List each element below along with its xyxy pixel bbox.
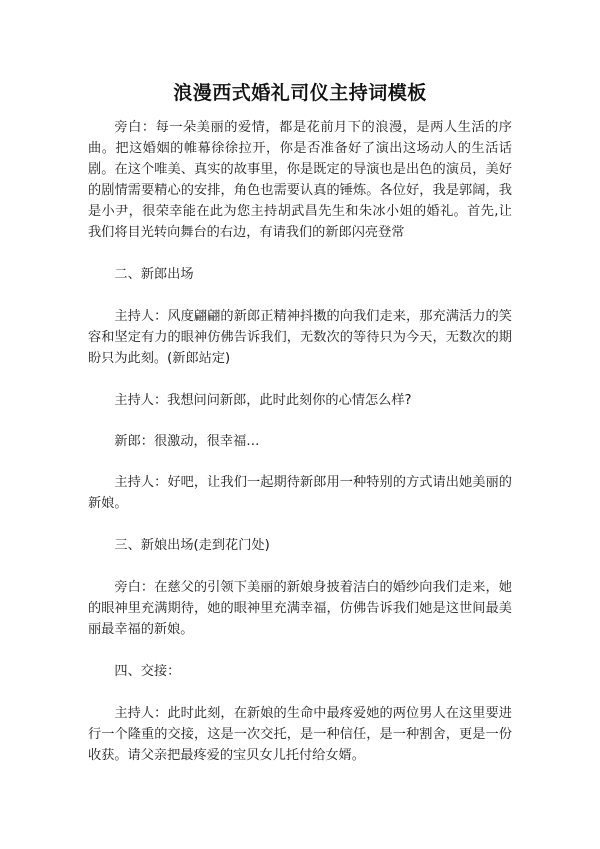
paragraph-narration-opening: 旁白：每一朵美丽的爱情，都是花前月下的浪漫，是两人生活的序曲。把这婚姻的帷幕徐徐拉开，你是否准备好了演出这场动人的生活话剧。在这个唯美、真实的故事里，你是既定的导演也是出色的演员，美好的剧情需要精心的安排，角色也需要认真的锤炼。各位好，我是郭阔，我是小尹，很荣幸能在此为您主持胡武昌先生和朱冰小姐的婚礼。首先,让我们将目光转向舞台的右边，有请我们的新郎闪亮登常 [88,120,512,240]
paragraph-gap [88,411,512,431]
section-heading-groom-entrance: 二、新郎出场 [114,267,194,282]
paragraph-gap [88,514,512,535]
document-title: 浪漫西式婚礼司仪主持词模板 [173,82,427,104]
paragraph-gap [88,682,512,703]
paragraph-gap [88,640,512,661]
paragraph-host-handover: 主持人：此时此刻，在新娘的生命中最疼爱她的两位男人在这里要进行一个隆重的交接，这是一次交托，是一种信任，是一种割舍，更是一份收获。请父亲把最疼爱的宝贝女儿托付给女婿。 [88,706,512,763]
paragraph-groom-answer: 新郎：很激动，很幸福… [114,434,260,449]
paragraph-host-invite-bride: 主持人：好吧，让我们一起期待新郎用一种特别的方式请出她美丽的新娘。 [88,475,512,511]
paragraph-gap [88,243,512,264]
paragraph-host-question: 主持人：我想问问新郎，此时此刻你的心情怎么样? [114,393,412,408]
paragraph-narration-bride: 旁白：在慈父的引领下美丽的新娘身披着洁白的婚纱向我们走来，她的眼神里充满期待，她的眼神里充满幸福，仿佛告诉我们她是这世间最美丽最幸福的新娘。 [88,580,512,637]
paragraph-gap [88,556,512,577]
section-heading-handover: 四、交接： [114,664,181,679]
paragraph-gap [88,369,512,390]
paragraph-host-groom-intro: 主持人：风度翩翩的新郎正精神抖擞的向我们走来，那充满活力的笑容和坚定有力的眼神仿佛告诉我们，无数次的等待只为今天，无数次的期盼只为此刻。(新郎站定) [88,309,512,366]
section-heading-bride-entrance: 三、新娘出场(走到花门处) [114,538,270,553]
paragraph-gap [88,452,512,472]
paragraph-gap [88,285,512,306]
